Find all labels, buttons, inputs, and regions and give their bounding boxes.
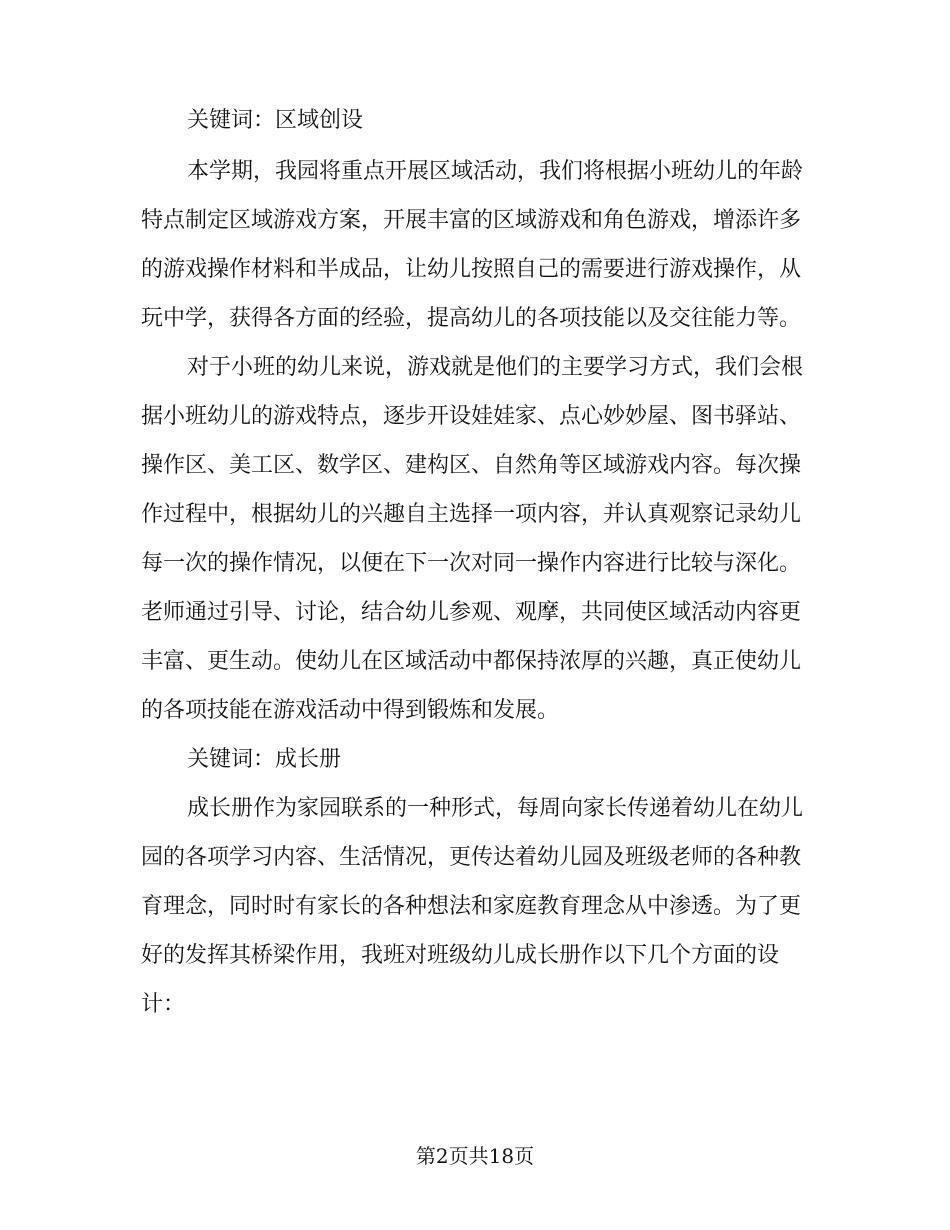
text-line: 对于小班的幼儿来说，游戏就是他们的主要学习方式，我们会根 — [187, 355, 804, 380]
text-line: 本学期，我园将重点开展区域活动，我们将根据小班幼儿的年龄 — [187, 159, 804, 184]
text-line: 据小班幼儿的游戏特点，逐步开设娃娃家、点心妙妙屋、图书驿站、 — [141, 404, 802, 429]
text-line: 育理念，同时时有家长的各种想法和家庭教育理念从中渗透。为了更 — [141, 894, 802, 919]
text-line: 成长册作为家园联系的一种形式，每周向家长传递着幼儿在幼儿 — [187, 796, 804, 821]
keyword-heading: 关键词：区域创设 — [187, 108, 364, 133]
text-line: 的游戏操作材料和半成品，让幼儿按照自己的需要进行游戏操作，从 — [141, 257, 802, 282]
text-line: 每一次的操作情况，以便在下一次对同一操作内容进行比较与深化。 — [141, 551, 802, 576]
text-line: 的各项技能在游戏活动中得到锻炼和发展。 — [141, 698, 560, 723]
text-line: 操作区、美工区、数学区、建构区、自然角等区域游戏内容。每次操 — [141, 453, 802, 478]
text-line: 老师通过引导、讨论，结合幼儿参观、观摩，共同使区域活动内容更 — [141, 600, 802, 625]
page-number: 第2页共18页 — [415, 1144, 535, 1168]
keyword-heading: 关键词：成长册 — [187, 747, 342, 772]
text-line: 计： — [141, 992, 186, 1017]
text-line: 丰富、更生动。使幼儿在区域活动中都保持浓厚的兴趣，真正使幼儿 — [141, 649, 802, 674]
text-line: 好的发挥其桥梁作用，我班对班级幼儿成长册作以下几个方面的设 — [141, 943, 780, 968]
text-line: 作过程中，根据幼儿的兴趣自主选择一项内容，并认真观察记录幼儿 — [141, 502, 802, 527]
text-line: 特点制定区域游戏方案，开展丰富的区域游戏和角色游戏，增添许多 — [141, 208, 802, 233]
text-line: 园的各项学习内容、生活情况，更传达着幼儿园及班级老师的各种教 — [141, 845, 802, 870]
text-line: 玩中学，获得各方面的经验，提高幼儿的各项技能以及交往能力等。 — [141, 306, 802, 331]
